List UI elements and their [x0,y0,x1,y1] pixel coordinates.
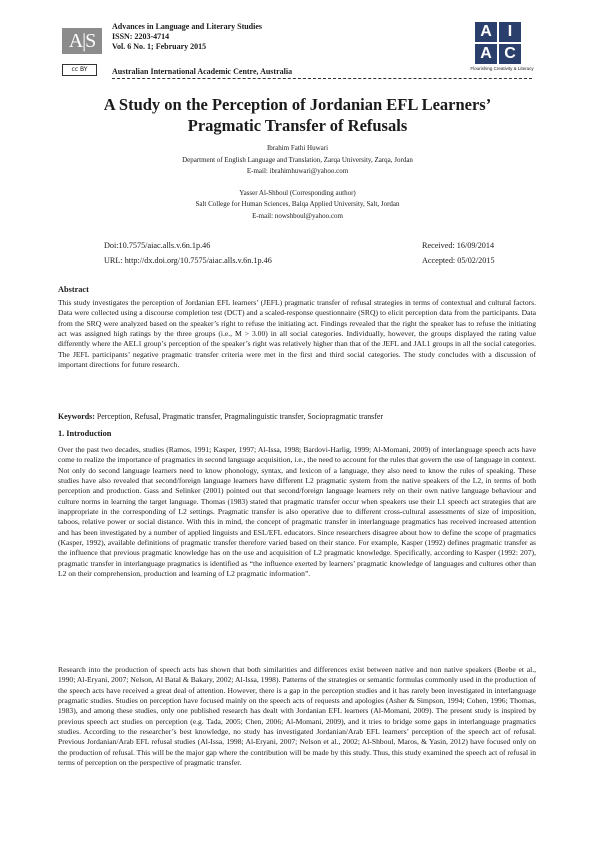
publisher-logo-letter: A [475,22,497,42]
publisher-line: Australian International Academic Centre, Australia [112,67,293,76]
publisher-logo [475,22,521,64]
keywords-label: Keywords: [58,412,95,421]
paper-title [40,94,555,136]
author-email[interactable]: E-mail: ibrahimhuwari@yahoo.com [246,167,349,175]
author-affiliation: Department of English Language and Translation, Zarqa University, Zarqa, Jordan [182,155,413,164]
paper-title-line: Pragmatic Transfer of Refusals [187,116,408,135]
journal-volume: Vol. 6 No. 1; February 2015 [112,42,207,51]
publisher-tagline: Flourishing Creativity & Literacy [470,66,534,71]
intro-paragraph: Over the past two decades, studies (Ramos, 1991; Kasper, 1997; Al-Issa, 1998; Bardovi-Harlig, 1999; Al-Momani, 2009) of interlanguage speech acts have come to realize the importance of pragmatics in second language acquisition, i.e., the need to account for the rules that govern the use of language in context. Not only do second language learners need to know phonology, syntax, and lexicon of a language, they also need to know the rules of speaking. These studies have also revealed that second/foreign language learners have different L2 pragmatic system from the native speakers of the L2, in terms of both perception and production. Gass and Selinker (2001) pointed out that second/foreign language learners rely on their own native language behaviour and culture norms in learning the target language. Thomas (1983) stated that pragmatic transfer occur when speakers use their L1 speech act strategies that are inappropriate in the corresponding of L2 settings. Pragmatic transfer is also operative due to different cross-cultural assessments of size of imposition, taboos, relative power or social distance. With this in mind, the concept of pragmatic transfer in interlanguage pragmatics has received increased attention and has been investigated by a number of applied linguists and ESL/EFL educators. Since researchers disagree about how to define the scope of pragmatics (Kasper, 1992), available definitions of pragmatic transfer therefore varied based on their stance. For example, Kasper (1992) defines pragmatic transfer as the influence that previous pragmatic knowledge has on the use and acquisition of L2 pragmatic knowledge. Specifically, according to Kasper (1992: 207), pragmatic transfer in interlanguage pragmatics is identified as “the influence exerted by learners’ pragmatic knowledge of languages and cultures other than L2 on their comprehension, production and learning of L2 pragmatic information”. [58,445,536,579]
received-date: Received: 16/09/2014 [422,241,495,250]
keywords-line [58,412,536,421]
doi-text[interactable]: Doi:10.7575/aiac.alls.v.6n.1p.46 [104,241,211,250]
journal-issn: ISSN: 2203-4714 [112,32,170,41]
header-divider [112,78,532,79]
publisher-logo-letter: I [499,22,521,42]
publisher-logo-letter: C [499,44,521,64]
journal-info [112,22,262,52]
journal-header [62,22,534,78]
abstract-text: This study investigates the perception of Jordanian EFL learners’ (JEFL) pragmatic transfer of refusal strategies in terms of contextual and cultural factors. Data were collected using a discourse completion test (DCT) and a scaled-response questionnaire (SRQ) to elicit perception data from the participants. Data from the SRQ were analyzed based on the speaker’s right to refuse the initiating act. Findings revealed that the right the speaker has to refuse the initiating act was assigned high ratings by the three groups (i.e., M > 3.00) in all social categories. Individually, however, the groups displayed the rating value differently where the AEL1 group’s perception of the speaker’s right was relatively higher than that of the JEFL and JAL1 groups in all the social categories. The JEFL participants’ negative pragmatic transfer criteria were met in the first and third social categories. The study concludes with a discussion of important directions for future research. [58,298,536,370]
publisher-logo-letter: A [475,44,497,64]
journal-logo: A|S [62,28,102,54]
keywords-text: Perception, Refusal, Pragmatic transfer, Pragmalinguistic transfer, Sociopragmatic transfer [96,412,383,421]
author-name: Yasser Al-Shboul (Corresponding author) [239,188,356,197]
paper-title-line: A Study on the Perception of Jordanian EFL Learners’ [103,95,492,114]
author-affiliation: Salt College for Human Sciences, Balqa Applied University, Salt, Jordan [195,200,400,208]
author-email[interactable]: E-mail: nowshboul@yahoo.com [252,211,343,220]
accepted-date: Accepted: 05/02/2015 [422,256,495,265]
section-heading: 1. Introduction [58,429,112,438]
intro-paragraph: Research into the production of speech acts has shown that both similarities and differences exist between native and non native speakers (Beebe et al., 1990; Al-Eryani, 2007; Nelson, Al Batal & Bakary, 2002; Al-Issa, 1998). Patterns of the strategies or semantic formulas commonly used in the production of the speech acts have received a great deal of attention. However, there is a gap in the perception studies and it has rarely been investigated in interlanguage pragmatic studies. Studies on perception have focused mainly on the speech acts of requests and apologies (Asher & Simpson, 1994; Cohen, 1996; Thomas, 1983), and among these studies, only one published research has dealt with Jordanian EFL learners (Al-Momani, 2009). The present study is inspired by previous speech act studies on perception (e.g. Tada, 2005; Chen, 2006; Al-Momani, 2009), and it tries to bridge some gaps in interlanguage pragmatics studies. According to the researcher’s best knowledge, no study has investigated Jordanian/Arab EFL learners’ perception of the speech act of refusal. Previous Jordanian/Arab EFL refusal studies (Al-Issa, 1998; Al-Eryani, 2007; Nelson et al., 2002; Al-Shboul, Maros, & Yasin, 2012) have focused only on the production of refusal. This will be the major gap where the contribution will be made by this study. Thus, this study examined the speech act of refusal in terms of perception on the perspective of pragmatic transfer. [58,665,536,768]
url-link[interactable]: URL: http://dx.doi.org/10.7575/aiac.alls.v.6n.1p.46 [104,256,272,265]
abstract-heading: Abstract [58,285,89,294]
journal-name: Advances in Language and Literary Studies [112,22,263,31]
author-block [40,143,555,222]
cc-license-icon[interactable]: cc BY [62,64,97,76]
author-name: Ibrahim Fathi Huwari [266,144,329,152]
